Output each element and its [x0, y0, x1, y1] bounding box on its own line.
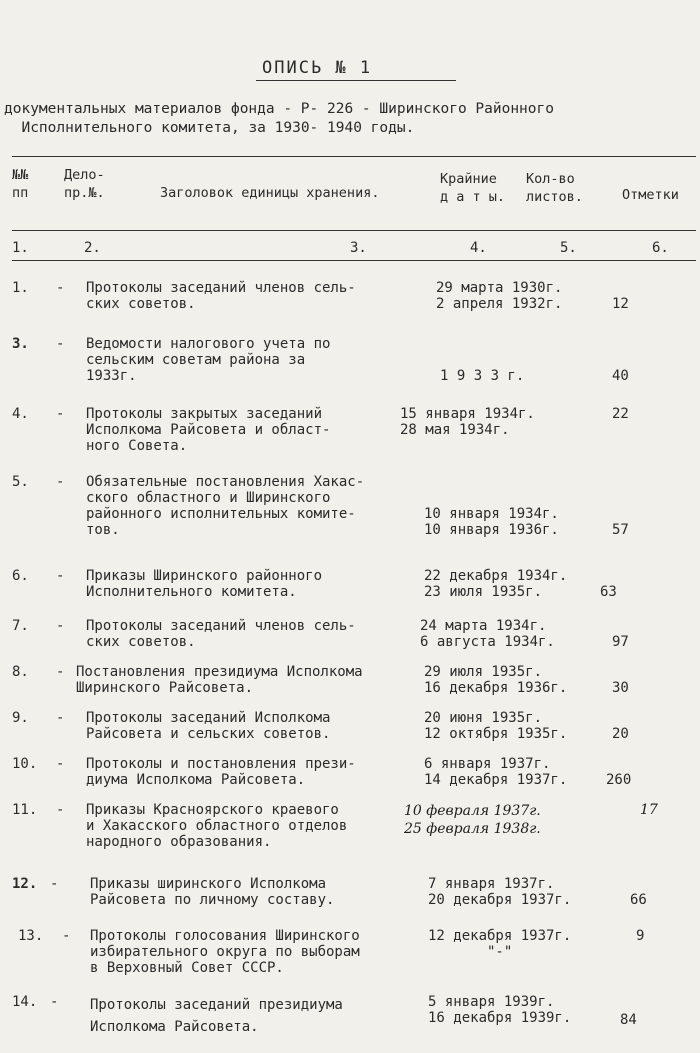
row-number: 14.	[12, 994, 38, 1010]
row-dash: -	[56, 664, 65, 680]
header-notes: Отметки	[622, 187, 679, 203]
row-dates: 7 января 1937г. 20 декабря 1937г.	[428, 876, 572, 908]
document-title: ОПИСЬ № 1	[262, 58, 373, 78]
header-bottom-rule	[12, 230, 696, 231]
row-sheets: 22	[612, 406, 629, 422]
row-sheets: 20	[612, 726, 629, 742]
row-dates: 10 января 1934г. 10 января 1936г.	[424, 506, 559, 538]
header-sheets: Кол-во листов.	[526, 171, 583, 205]
row-number: 5.	[12, 474, 29, 490]
row-number: 7.	[12, 618, 29, 634]
row-number: 13.	[18, 928, 44, 944]
row-number: 4.	[12, 406, 29, 422]
row-title: Обязательные постановления Хакас- ского областного и Ширинского районного исполнительных комите- тов.	[86, 474, 365, 538]
row-dash: -	[50, 994, 59, 1010]
row-sheets: 66	[630, 892, 647, 908]
row-sheets: 40	[612, 368, 629, 384]
column-number-5: 5.	[560, 240, 577, 256]
header-num: №№ пп	[12, 167, 29, 201]
row-dash: -	[62, 928, 71, 944]
column-number-6: 6.	[652, 240, 669, 256]
row-sheets: 97	[612, 634, 629, 650]
title-underline	[256, 80, 456, 81]
row-sheets: 9	[636, 928, 645, 944]
row-title: Протоколы голосования Ширинского избирательного округа по выборам в Верховный Совет СССР.	[90, 928, 360, 976]
row-number: 12.	[12, 876, 38, 892]
row-sheets: 57	[612, 522, 629, 538]
row-dash: -	[56, 406, 65, 422]
row-dash: -	[50, 876, 59, 892]
row-title: Приказы ширинского Исполкома Райсовета по личному составу.	[90, 876, 335, 908]
row-number: 8.	[12, 664, 29, 680]
row-number: 6.	[12, 568, 29, 584]
row-dates: 29 марта 1930г. 2 апреля 1932г.	[436, 280, 563, 312]
row-dash: -	[56, 618, 65, 634]
header-top-rule	[12, 156, 696, 157]
row-dates: 12 декабря 1937г. "-"	[428, 928, 572, 960]
row-title: Протоколы и постановления прези- диума Исполкома Райсовета.	[86, 756, 356, 788]
row-dates: 10 февраля 1937г. 25 февраля 1938г.	[404, 803, 541, 837]
row-dates: 1 9 3 3 г.	[440, 368, 525, 384]
column-number-1: 1.	[12, 240, 29, 256]
row-title: Протоколы заседаний членов сель- ских советов.	[86, 280, 356, 312]
row-dash: -	[56, 474, 65, 490]
row-sheets: 30	[612, 680, 629, 696]
row-title: Ведомости налогового учета по сельским советам района за 1933г.	[86, 336, 331, 384]
row-dash: -	[56, 280, 65, 296]
row-title: Протоколы заседаний членов сель- ских советов.	[86, 618, 356, 650]
row-dash: -	[56, 336, 65, 352]
row-number: 11.	[12, 802, 38, 818]
row-dates: 15 января 1934г. 28 мая 1934г.	[400, 406, 535, 438]
row-title: Протоколы заседаний президиума Исполкома Райсовета.	[90, 997, 343, 1035]
row-number: 9.	[12, 710, 29, 726]
column-number-4: 4.	[470, 240, 487, 256]
row-title: Протоколы заседаний Исполкома Райсовета и сельских советов.	[86, 710, 331, 742]
row-dates: 6 января 1937г. 14 декабря 1937г.	[424, 756, 568, 788]
row-dates: 5 января 1939г. 16 декабря 1939г.	[428, 994, 572, 1026]
row-dash: -	[56, 710, 65, 726]
column-numbers-rule	[12, 260, 696, 261]
row-dates: 29 июля 1935г. 16 декабря 1936г.	[424, 664, 568, 696]
subtitle-line-2: Исполнительного комитета, за 1930- 1940 годы.	[21, 120, 415, 136]
document-subtitle	[4, 100, 554, 138]
row-sheets: 12	[612, 296, 629, 312]
row-dash: -	[56, 756, 65, 772]
row-title: Постановления президиума Исполкома Ширинского Райсовета.	[76, 664, 363, 696]
row-number: 3.	[12, 336, 29, 352]
row-dash: -	[56, 568, 65, 584]
row-sheets: 84	[620, 1012, 637, 1028]
subtitle-line-1: документальных материалов фонда - Р- 226 - Ширинского Районного	[4, 101, 554, 117]
row-dash: -	[56, 802, 65, 818]
header-case: Дело- пр.№.	[64, 167, 105, 201]
column-number-2: 2.	[84, 240, 101, 256]
row-number: 1.	[12, 280, 29, 296]
row-sheets: 260	[606, 772, 632, 788]
row-title: Приказы Красноярского краевого и Хакасского областного отделов народного образования.	[86, 802, 348, 850]
column-number-3: 3.	[350, 240, 367, 256]
row-title: Приказы Ширинского районного Исполнительного комитета.	[86, 568, 323, 600]
row-dates: 20 июня 1935г. 12 октября 1935г.	[424, 710, 568, 742]
header-title: Заголовок единицы хранения.	[160, 185, 380, 201]
row-number: 10.	[12, 756, 38, 772]
row-sheets: 17	[640, 802, 658, 818]
row-sheets: 63	[600, 584, 617, 600]
row-dates: 24 марта 1934г. 6 августа 1934г.	[420, 618, 555, 650]
row-title: Протоколы закрытых заседаний Исполкома Райсовета и област- ного Совета.	[86, 406, 331, 454]
row-dates: 22 декабря 1934г. 23 июля 1935г.	[424, 568, 568, 600]
header-dates: Крайние д а т ы.	[440, 171, 506, 205]
